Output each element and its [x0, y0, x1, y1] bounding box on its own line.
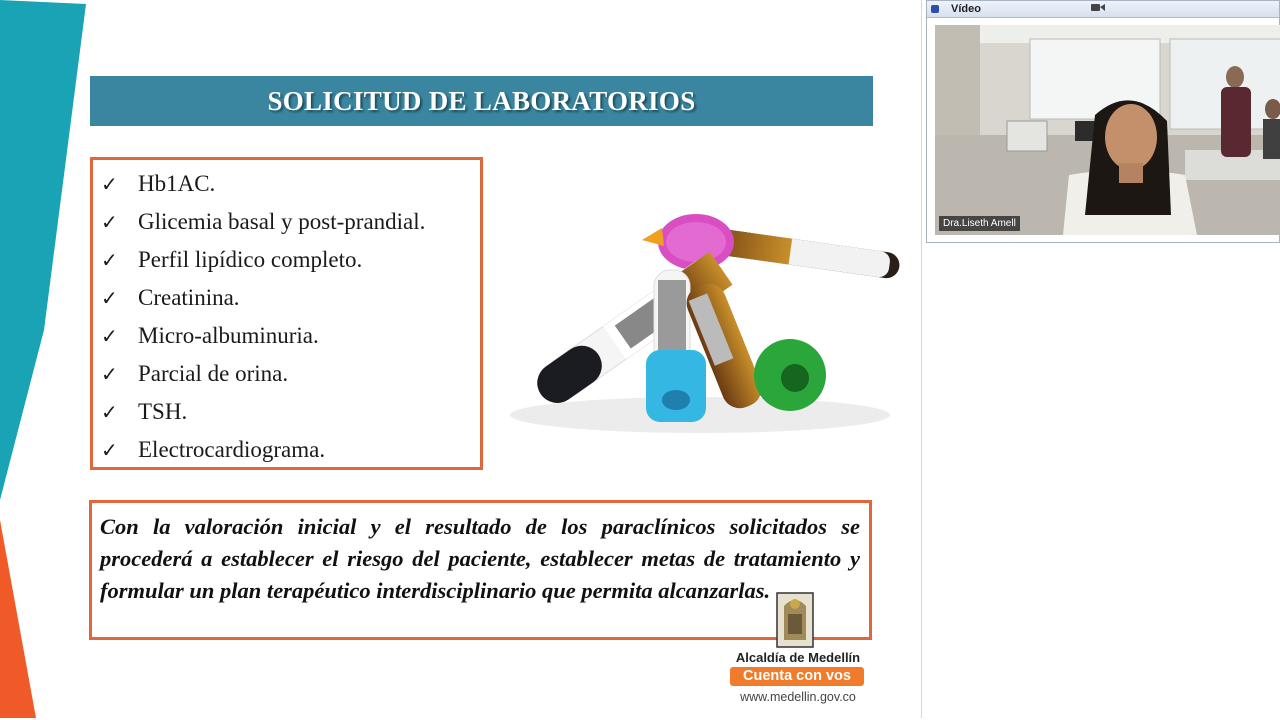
webcam-image [935, 25, 1280, 235]
lab-item-label: Creatinina. [138, 285, 240, 310]
lab-item [101, 393, 480, 431]
lab-item-label: Electrocardiograma. [138, 437, 326, 462]
slide-title: SOLICITUD DE LABORATORIOS [267, 85, 696, 116]
check-icon: ✓ [101, 210, 118, 234]
lab-item-label: Parcial de orina. [138, 361, 289, 386]
alcaldia-logo [728, 592, 868, 710]
lab-item [101, 165, 480, 203]
logo-name: Alcaldía de Medellín [735, 650, 861, 665]
coat-of-arms-icon [776, 592, 816, 650]
check-icon: ✓ [101, 400, 118, 424]
check-icon: ✓ [101, 286, 118, 310]
panel-menu-icon[interactable] [931, 5, 939, 13]
lab-item-label: Glicemia basal y post-prandial. [138, 209, 426, 234]
note-text: Con la valoración inicial y el resultado de los paraclínicos solicitados se procederá a establecer el riesgo del paciente, establecer metas de tratamiento y formular un plan terapéutico interdisciplinario que permita alcanzarlas. [100, 514, 860, 603]
lab-item-label: Micro-albuminuria. [138, 323, 319, 348]
logo-tagline: Cuenta con vos [730, 667, 864, 686]
lab-item-label: TSH. [138, 399, 188, 424]
check-icon: ✓ [101, 248, 118, 272]
video-panel-header[interactable] [927, 1, 1279, 18]
lab-item-label: Perfil lipídico completo. [138, 247, 363, 272]
lab-item [101, 203, 480, 241]
slide-decoration [0, 0, 90, 718]
check-icon: ✓ [101, 172, 118, 196]
check-icon: ✓ [101, 438, 118, 462]
lab-item [101, 317, 480, 355]
blood-tubes-image [500, 200, 910, 440]
lab-item-label: Hb1AC. [138, 171, 216, 196]
logo-url: www.medellin.gov.co [740, 690, 856, 704]
video-feed [935, 25, 1280, 235]
video-panel-title: Vídeo [951, 3, 981, 15]
participant-name-tag: Dra.Liseth Amell [939, 216, 1020, 231]
slide-title-bar [90, 76, 873, 126]
lab-item [101, 241, 480, 279]
lab-list [101, 165, 480, 469]
camera-icon[interactable] [1091, 3, 1105, 15]
lab-list-box [90, 157, 483, 470]
lab-item [101, 355, 480, 393]
check-icon: ✓ [101, 324, 118, 348]
lab-item [101, 431, 480, 469]
check-icon: ✓ [101, 362, 118, 386]
lab-item [101, 279, 480, 317]
video-panel[interactable] [926, 0, 1280, 243]
